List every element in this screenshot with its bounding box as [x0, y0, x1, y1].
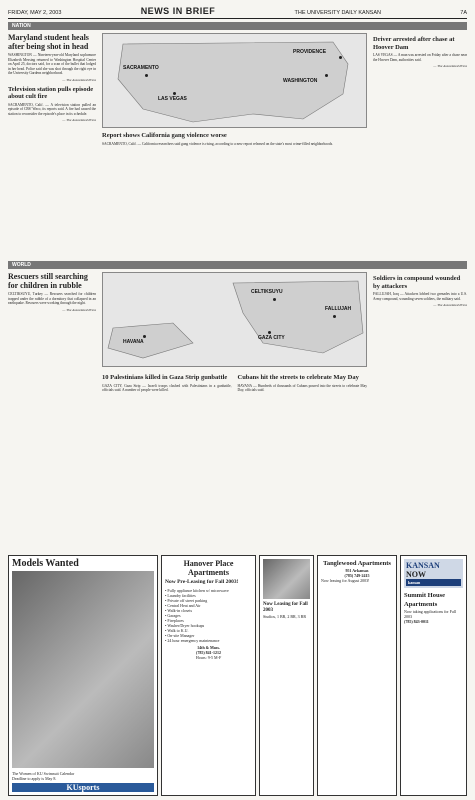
- ad-title: Hanover Place Apartments: [183, 559, 234, 577]
- story-havana: [238, 371, 368, 395]
- world-map-shape: [103, 273, 367, 367]
- feature-item: • Walk to K.U.: [165, 627, 189, 633]
- map-label-havana: HAVANA: [123, 339, 144, 345]
- nation-col-center: [102, 33, 367, 258]
- fallujah-dot: [333, 315, 336, 318]
- headline: Television station pulls episode about cult fire: [8, 85, 94, 101]
- map-label-washington: WASHINGTON: [283, 78, 318, 84]
- story-body: LAS VEGAS — A man was arrested on Friday after a chase near the Hoover Dam, authorities said.: [373, 53, 467, 62]
- ad-leasing: Now leasing for August 2003!: [321, 578, 370, 583]
- models-photo: [12, 571, 154, 768]
- us-map-shape: [103, 34, 367, 128]
- world-band: WORLD: [8, 261, 467, 269]
- feature-item: • Fireplaces: [165, 617, 184, 623]
- credit: — The Associated Press: [62, 118, 96, 123]
- ad-line: NOW: [406, 570, 426, 579]
- las-vegas-dot: [173, 92, 176, 95]
- ad-address: 951 Arkansas: [345, 568, 369, 573]
- story-gaza: [102, 371, 232, 395]
- ad-leasing: Now taking applications for Fall 2003: [404, 609, 456, 619]
- feature-item: • Washer/Dryer hookups: [165, 622, 205, 628]
- map-label-providence: PROVIDENCE: [293, 49, 327, 55]
- credit: — The Associated Press: [433, 64, 467, 69]
- feature-item: • Fully appliance kitchen w/ microwave: [165, 587, 229, 593]
- ad-hours: Hours: 9-5 M-F: [195, 654, 222, 660]
- feature-item: • Walk-in closets: [165, 607, 192, 613]
- ad-headline: Now Pre-Leasing for Fall 2003!: [165, 579, 239, 585]
- feature-item: • Central Heat and Air: [165, 602, 201, 608]
- map-label-las-vegas: LAS VEGAS: [158, 96, 187, 102]
- story-body: GAZA CITY, Gaza Strip — Israeli troops clashed with Palestinians in a gunbattle, officials said. A number of people were killed.: [102, 383, 232, 393]
- story-body: FALLUJAH, Iraq — Attackers lobbed two grenades into a U.S. Army compound, wounding seven soldiers, the military said.: [373, 292, 467, 301]
- ad-line: kansan: [406, 579, 461, 586]
- map-label-celtiksuyu: CELTIKSUYU: [251, 289, 283, 295]
- paper-name: THE UNIVERSITY DAILY KANSAN: [294, 10, 381, 16]
- gaza-city-dot: [268, 331, 271, 334]
- feature-item: • 24 hour emergency maintenance: [165, 637, 220, 643]
- world-col-right: [373, 272, 467, 512]
- ad-title: Models Wanted: [12, 558, 79, 569]
- ad-title: KANSAN: [406, 561, 440, 570]
- story-body: CELTIKSUYU, Turkey — Rescuers searched for children trapped under the rubble of a dormitory that collapsed in an earthquake. Rescuers were working through the night.: [8, 292, 96, 306]
- ku-sports-logo: KUsports: [12, 783, 154, 792]
- feature-item: • Laundry facilities: [165, 592, 196, 598]
- nation-col-right: [373, 33, 467, 258]
- building-photo: [263, 559, 310, 599]
- world-center-stories: [102, 371, 367, 395]
- credit: — The Associated Press: [62, 77, 96, 82]
- world-col-center: [102, 272, 367, 512]
- ad-right-column: [400, 555, 467, 796]
- headline: Rescuers still searching for children in rubble: [8, 272, 88, 290]
- headline: Driver arrested after chase at Hoover Dam: [373, 36, 455, 51]
- us-map: [102, 33, 367, 128]
- headline: Maryland student heals after being shot in head: [8, 33, 89, 51]
- ad-models-wanted: [8, 555, 158, 796]
- nation-band: NATION: [8, 22, 467, 30]
- havana-dot: [143, 335, 146, 338]
- ad-address: 14th & Mass.: [197, 644, 220, 650]
- washington-dot: [325, 74, 328, 77]
- ad-summit-house: [404, 591, 463, 624]
- providence-dot: [339, 56, 342, 59]
- ad-tanglewood: [317, 555, 397, 796]
- celtiksuyu-dot: [273, 298, 276, 301]
- map-label-fallujah: FALLUJAH: [325, 306, 352, 312]
- ad-hanover-place: [161, 555, 256, 796]
- feature-item: • Private off street parking: [165, 597, 208, 603]
- map-label-sacramento: SACRAMENTO: [123, 65, 159, 71]
- credit: — The Associated Press: [62, 307, 96, 312]
- headline: Cubans hit the streets to celebrate May Day: [237, 374, 359, 381]
- masthead: [8, 6, 467, 19]
- issue-date: FRIDAY, MAY 2, 2003: [8, 10, 62, 16]
- ad-phone: (785) 843-0011: [404, 619, 429, 624]
- map-label-gaza-city: GAZA CITY: [258, 335, 285, 341]
- ad-phone: (785) 749-2415: [344, 573, 370, 578]
- nation-section: [8, 33, 467, 258]
- advertisements: [8, 555, 467, 796]
- headline: 10 Palestinians killed in Gaza Strip gunbattle: [102, 374, 228, 381]
- ad-line: Deadline to apply is May 8.: [12, 776, 57, 781]
- ad-kansan: [404, 559, 463, 588]
- sacramento-dot: [145, 74, 148, 77]
- feature-item: • On-site Manager: [165, 632, 195, 638]
- story-body: SACRAMENTO, Calif. — California researchers said gang violence is rising, according to a new report released on the state's most crime-filled neighborhoods.: [102, 141, 334, 146]
- credit: — The Associated Press: [433, 303, 467, 308]
- ad-title: Summit House Apartments: [404, 592, 445, 608]
- section-title: NEWS IN BRIEF: [140, 6, 216, 16]
- world-col-1: [8, 272, 96, 512]
- headline: Report shows California gang violence worse: [102, 132, 227, 139]
- story-body: SACRAMENTO, Calif. — A television station pulled an episode of CBS' Waco, its reports said. A fire had caused the station to reconsider the episode's place in its schedule.: [8, 102, 96, 116]
- ad-title: Tanglewood Apartments: [323, 560, 391, 567]
- feature-list: [165, 588, 252, 643]
- world-section: [8, 272, 467, 512]
- ad-melrose: [259, 555, 314, 796]
- page-number: 7A: [460, 10, 467, 16]
- story-body: HAVANA — Hundreds of thousands of Cubans poured into the streets to celebrate May Day, officials said.: [237, 383, 367, 393]
- ad-line: The Women of KU Swimsuit Calendar: [12, 771, 75, 776]
- ad-subtitle: Studios, 1 BR, 2 BR, 3 BR: [263, 614, 307, 619]
- feature-item: • Garages: [165, 612, 181, 618]
- story-body: WASHINGTON — Nineteen-year-old Maryland sophomore Elizabeth Messing returned to Washington Hospital Center on April 25, doctors said, for a scan of the bullet that lodged in her head. Police said she was shot through the right eye in the University Gardens neighborhood.: [8, 53, 96, 76]
- headline: Soldiers in compound wounded by attackers: [373, 275, 461, 290]
- world-map: [102, 272, 367, 367]
- ad-title: Now Leasing for Fall 2003: [263, 602, 308, 613]
- nation-col-1: [8, 33, 96, 258]
- ad-phone: (785) 841-1212: [196, 649, 221, 655]
